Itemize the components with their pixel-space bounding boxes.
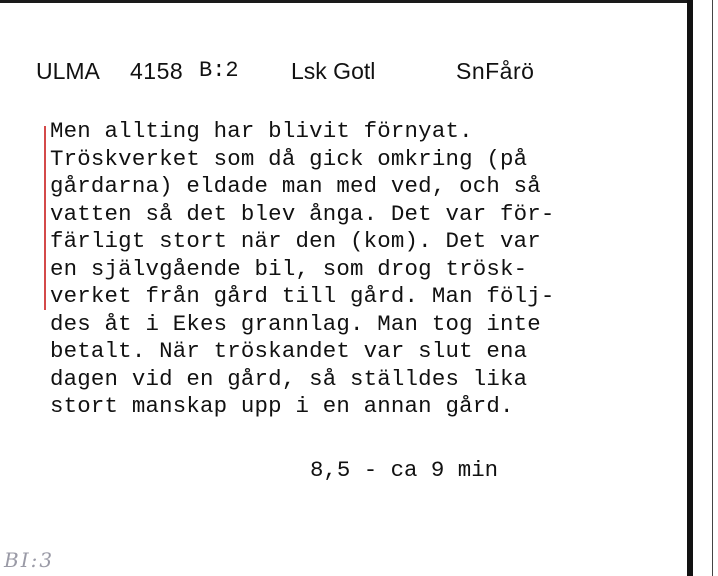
scan-margin-strip bbox=[693, 0, 718, 576]
transcript-line: verket från gård till gård. Man följ- bbox=[50, 283, 555, 309]
archive-code: ULMA bbox=[36, 58, 100, 84]
transcript-line: färligt stort när den (kom). Det var bbox=[50, 228, 541, 254]
transcript-line: Men allting har blivit förnyat. bbox=[50, 118, 473, 144]
transcript-line: gårdarna) eldade man med ved, och så bbox=[50, 173, 541, 199]
region-label: Lsk Gotl bbox=[291, 58, 376, 84]
parish-label: SnFårö bbox=[456, 58, 535, 84]
transcript-line: stort manskap upp i en annan gård. bbox=[50, 393, 514, 419]
transcript-line: dagen vid en gård, så ställdes lika bbox=[50, 365, 528, 392]
recording-time-note: 8,5 - ca 9 min bbox=[310, 457, 499, 483]
transcript-line: en självgående bil, som drog trösk- bbox=[50, 255, 528, 282]
transcript-body bbox=[50, 118, 670, 421]
card-top-edge bbox=[0, 0, 718, 3]
red-margin-mark bbox=[44, 126, 46, 310]
handwritten-pencil-note: BI:3 bbox=[4, 548, 55, 572]
record-number: 4158 bbox=[130, 58, 184, 84]
card-header bbox=[0, 58, 680, 92]
transcript-line: vatten så det blev ånga. Det var för- bbox=[50, 200, 555, 227]
transcript-line: betalt. När tröskandet var slut ena bbox=[50, 338, 528, 364]
sheet-number: B:2 bbox=[199, 58, 239, 83]
transcript-line: Tröskverket som då gick omkring (på bbox=[50, 145, 528, 172]
scan-margin-line bbox=[712, 0, 713, 576]
transcript-line: des åt i Ekes grannlag. Man tog inte bbox=[50, 310, 541, 337]
